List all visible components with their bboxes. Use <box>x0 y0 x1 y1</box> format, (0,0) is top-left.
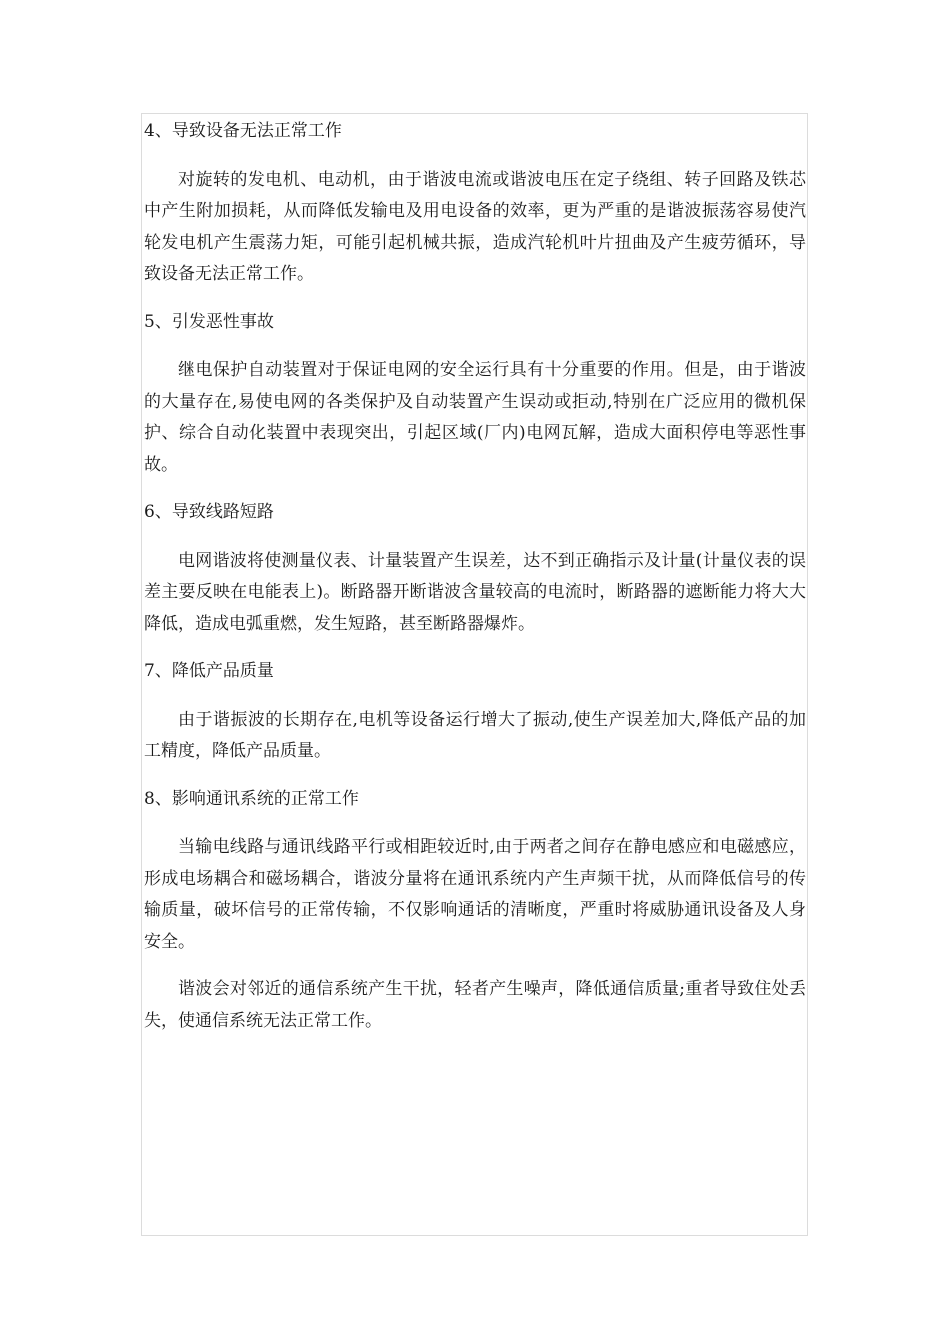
section-paragraph: 当输电线路与通讯线路平行或相距较近时,由于两者之间存在静电感应和电磁感应，形成电场耦合和磁场耦合，谐波分量将在通讯系统内产生声频干扰，从而降低信号的传输质量，破坏信号的正常传输，不仅影响通话的清晰度，严重时将威胁通讯设备及人身安全。 <box>144 837 806 952</box>
section-5 <box>144 307 806 482</box>
section-heading: 5、引发恶性事故 <box>144 311 274 332</box>
section-paragraph: 继电保护自动装置对于保证电网的安全运行具有十分重要的作用。但是，由于谐波的大量存在,易使电网的各类保护及自动装置产生误动或拒动,特别在广泛应用的微机保护、综合自动化装置中表现突出，引起区域(厂内)电网瓦解，造成大面积停电等恶性事故。 <box>144 360 806 475</box>
section-heading: 4、导致设备无法正常工作 <box>144 121 342 141</box>
section-6 <box>144 497 806 640</box>
section-paragraph: 对旋转的发电机、电动机，由于谐波电流或谐波电压在定子绕组、转子回路及铁芯中产生附加损耗，从而降低发输电及用电设备的效率，更为严重的是谐波振荡容易使汽轮发电机产生震荡力矩，可能引起机械共振，造成汽轮机叶片扭曲及产生疲劳循环，导致设备无法正常工作。 <box>144 169 806 284</box>
section-paragraph: 谐波会对邻近的通信系统产生干扰，轻者产生噪声，降低通信质量;重者导致住处丢失，使通信系统无法正常工作。 <box>144 979 806 1031</box>
section-paragraph: 由于谐振波的长期存在,电机等设备运行增大了振动,使生产误差加大,降低产品的加工精度，降低产品质量。 <box>144 709 806 761</box>
document-body <box>144 116 806 1053</box>
section-heading: 7、降低产品质量 <box>144 661 274 681</box>
section-paragraph: 电网谐波将使测量仪表、计量装置产生误差，达不到正确指示及计量(计量仪表的误差主要反映在电能表上)。断路器开断谐波含量较高的电流时，断路器的遮断能力将大大降低，造成电弧重燃，发生短路，甚至断路器爆炸。 <box>144 550 806 634</box>
section-heading: 6、导致线路短路 <box>144 502 274 522</box>
section-7 <box>144 656 806 768</box>
section-4 <box>144 116 806 291</box>
section-heading: 8、影响通讯系统的正常工作 <box>144 788 359 809</box>
section-8 <box>144 784 806 1038</box>
